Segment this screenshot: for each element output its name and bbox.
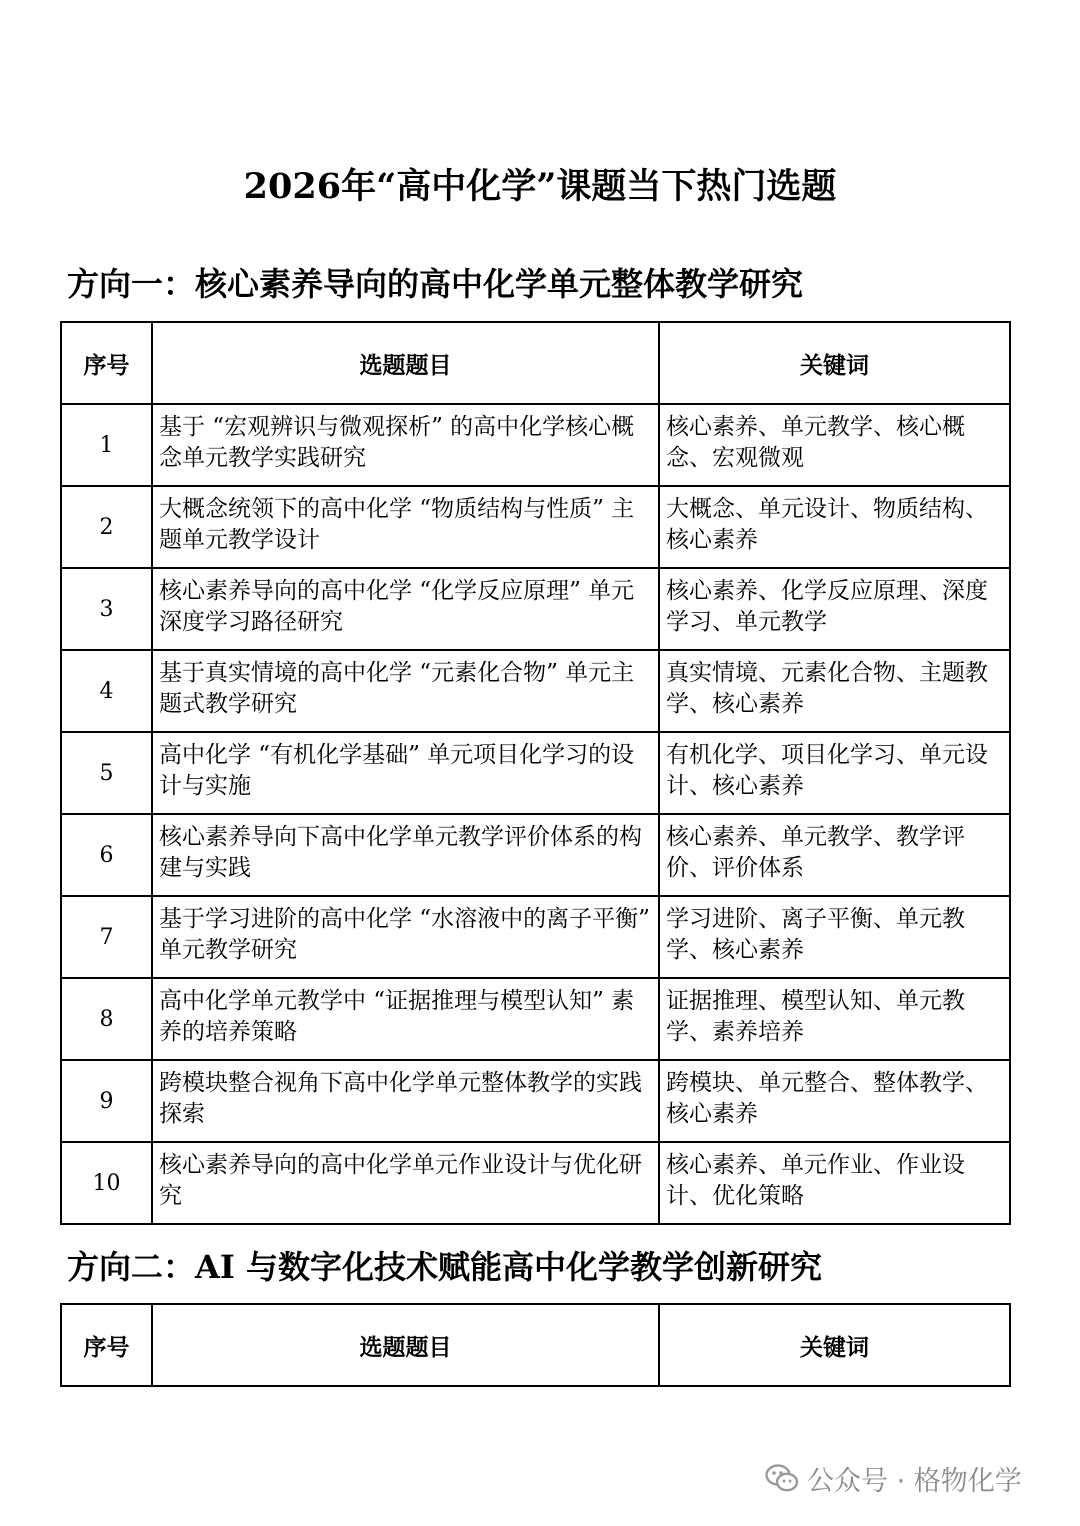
row-number: 10: [61, 1142, 152, 1224]
row-keywords: 真实情境、元素化合物、主题教学、核心素养: [659, 650, 1010, 732]
row-number: 8: [61, 978, 152, 1060]
row-number: 7: [61, 896, 152, 978]
table-row: [61, 404, 1010, 486]
table-row: [61, 732, 1010, 814]
row-topic-title: 核心素养导向的高中化学 “化学反应原理” 单元深度学习路径研究: [152, 568, 659, 650]
header-topic-title: 选题题目: [152, 322, 659, 404]
row-keywords: 核心素养、单元教学、核心概念、宏观微观: [659, 404, 1010, 486]
watermark: [765, 1456, 1022, 1500]
table-row: [61, 650, 1010, 732]
row-topic-title: 核心素养导向的高中化学单元作业设计与优化研究: [152, 1142, 659, 1224]
section2-heading: 方向二：AI 与数字化技术赋能高中化学教学创新研究: [67, 1248, 822, 1286]
row-keywords: 大概念、单元设计、物质结构、核心素养: [659, 486, 1010, 568]
document-title: 2026年“高中化学”课题当下热门选题: [243, 166, 837, 207]
header-number: 序号: [61, 322, 152, 404]
row-keywords: 核心素养、单元教学、教学评价、评价体系: [659, 814, 1010, 896]
table-row: [61, 1060, 1010, 1142]
header-number: 序号: [61, 1304, 152, 1386]
table-row: [61, 814, 1010, 896]
row-keywords: 跨模块、单元整合、整体教学、核心素养: [659, 1060, 1010, 1142]
row-number: 1: [61, 404, 152, 486]
row-number: 9: [61, 1060, 152, 1142]
row-keywords: 学习进阶、离子平衡、单元教学、核心素养: [659, 896, 1010, 978]
row-topic-title: 大概念统领下的高中化学 “物质结构与性质” 主题单元教学设计: [152, 486, 659, 568]
section1-heading: 方向一：核心素养导向的高中化学单元整体教学研究: [67, 265, 804, 303]
section1-topics-table: [60, 321, 1011, 1225]
row-keywords: 核心素养、化学反应原理、深度学习、单元教学: [659, 568, 1010, 650]
table-row: [61, 486, 1010, 568]
header-keywords: 关键词: [659, 1304, 1010, 1386]
row-topic-title: 高中化学单元教学中 “证据推理与模型认知” 素养的培养策略: [152, 978, 659, 1060]
row-number: 6: [61, 814, 152, 896]
row-topic-title: 基于学习进阶的高中化学 “水溶液中的离子平衡” 单元教学研究: [152, 896, 659, 978]
row-topic-title: 基于真实情境的高中化学 “元素化合物” 单元主题式教学研究: [152, 650, 659, 732]
row-keywords: 核心素养、单元作业、作业设计、优化策略: [659, 1142, 1010, 1224]
table-row: [61, 568, 1010, 650]
wechat-icon: [765, 1463, 799, 1493]
header-keywords: 关键词: [659, 322, 1010, 404]
row-topic-title: 基于 “宏观辨识与微观探析” 的高中化学核心概念单元教学实践研究: [152, 404, 659, 486]
table-row: [61, 896, 1010, 978]
row-number: 4: [61, 650, 152, 732]
table-row: [61, 1142, 1010, 1224]
row-topic-title: 高中化学 “有机化学基础” 单元项目化学习的设计与实施: [152, 732, 659, 814]
table-header-row: [61, 322, 1010, 404]
row-topic-title: 跨模块整合视角下高中化学单元整体教学的实践探索: [152, 1060, 659, 1142]
table-header-row: [61, 1304, 1010, 1386]
row-number: 2: [61, 486, 152, 568]
row-number: 3: [61, 568, 152, 650]
row-keywords: 证据推理、模型认知、单元教学、素养培养: [659, 978, 1010, 1060]
table-row: [61, 978, 1010, 1060]
header-topic-title: 选题题目: [152, 1304, 659, 1386]
row-topic-title: 核心素养导向下高中化学单元教学评价体系的构建与实践: [152, 814, 659, 896]
watermark-text: 公众号 · 格物化学: [807, 1465, 1022, 1497]
section2-topics-table: [60, 1303, 1011, 1387]
row-keywords: 有机化学、项目化学习、单元设计、核心素养: [659, 732, 1010, 814]
row-number: 5: [61, 732, 152, 814]
